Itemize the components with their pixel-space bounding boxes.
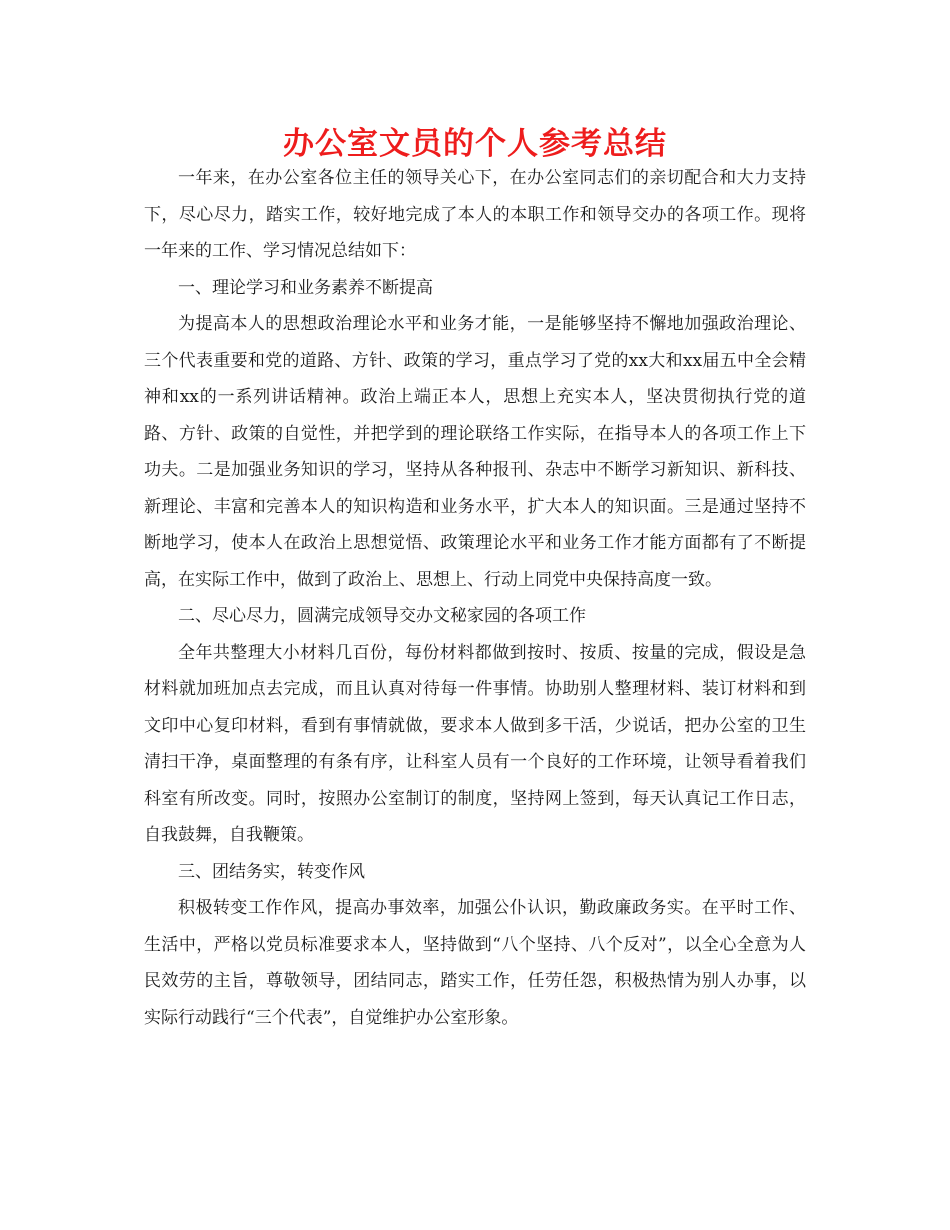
section-heading-2: 二、尽心尽力，圆满完成领导交办文秘家园的各项工作 <box>178 606 586 626</box>
document-title: 办公室文员的个人参考总结 <box>283 126 667 162</box>
section-paragraph-2: 全年共整理大小材料几百份，每份材料都做到按时、按质、按量的完成，假设是急材料就加班加点去完成，而且认真对待每一件事情。协助别人整理材料、装订材料和到文印中心复印材料，看到有事情就做，要求本人做到多干活，少说话，把办公室的卫生清扫干净，桌面整理的有条有序，让科室人员有一个良好的工作环境，让领导看着我们科室有所改变。同时，按照办公室制订的制度，坚持网上签到，每天认真记工作日志，自我鼓舞，自我鞭策。 <box>144 642 806 845</box>
document-body <box>144 160 806 1036</box>
section-heading-3: 三、团结务实，转变作风 <box>178 861 365 882</box>
section-heading-1: 一、理论学习和业务素养不断提高 <box>178 277 433 298</box>
section-paragraph-1: 为提高本人的思想政治理论水平和业务才能，一是能够坚持不懈地加强政治理论、三个代表重要和党的道路、方针、政策的学习，重点学习了党的xx大和xx届五中全会精神和xx的一系列讲话精神。政治上端正本人，思想上充实本人，坚决贯彻执行党的道路、方针、政策的自觉性，并把学到的理论联络工作实际，在指导本人的各项工作上下功夫。二是加强业务知识的学习，坚持从各种报刊、杂志中不断学习新知识、新科技、新理论、丰富和完善本人的知识构造和业务水平，扩大本人的知识面。三是通过坚持不断地学习，使本人在政治上思想觉悟、政策理论水平和业务工作才能方面都有了不断提高，在实际工作中，做到了政治上、思想上、行动上同党中央保持高度一致。 <box>144 314 806 590</box>
intro-paragraph: 一年来，在办公室各位主任的领导关心下，在办公室同志们的亲切配合和大力支持下，尽心尽力，踏实工作，较好地完成了本人的本职工作和领导交办的各项工作。现将一年来的工作、学习情况总结如下： <box>144 168 806 261</box>
section-paragraph-3: 积极转变工作作风，提高办事效率，加强公仆认识，勤政廉政务实。在平时工作、生活中，严格以党员标准要求本人，坚持做到“八个坚持、八个反对”，以全心全意为人民效劳的主旨，尊敬领导，团结同志，踏实工作，任劳任怨，积极热情为别人办事，以实际行动践行“三个代表”，自觉维护办公室形象。 <box>144 898 806 1028</box>
